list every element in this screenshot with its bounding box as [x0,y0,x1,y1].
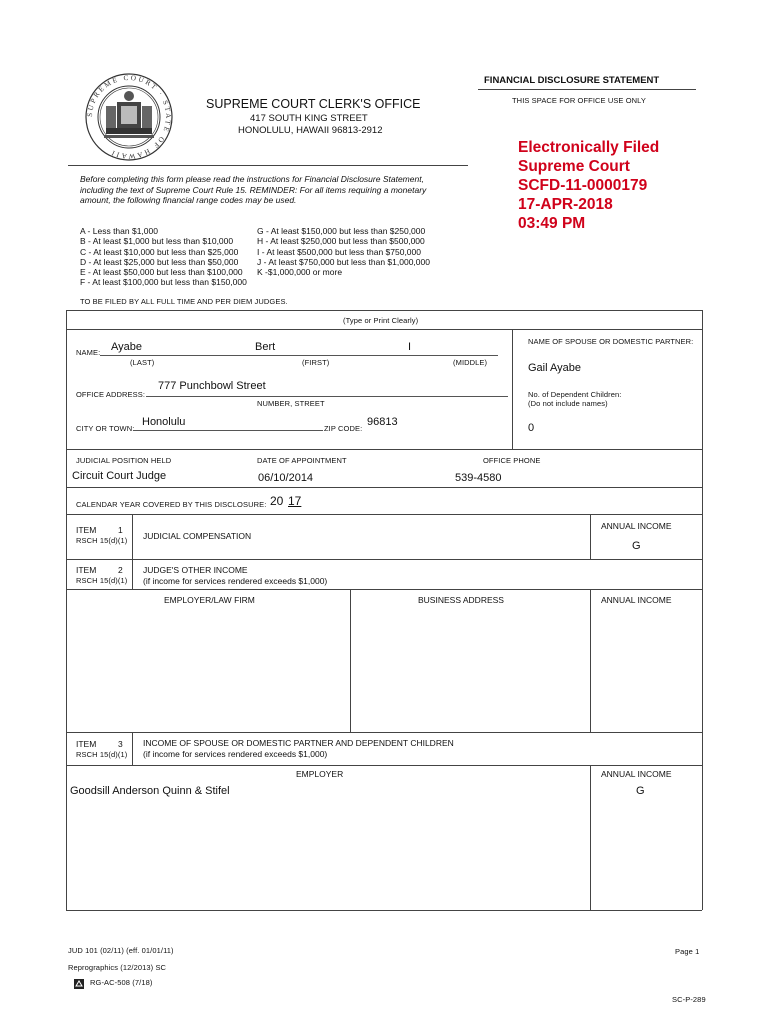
office-address-2: HONOLULU, HAWAII 96813-2912 [238,125,383,136]
frame-bottom [66,910,702,911]
dependents-label: No. of Dependent Children: (Do not include names) [528,390,622,408]
office-address-value[interactable]: 777 Punchbowl Street [158,380,266,392]
item3-title: INCOME OF SPOUSE OR DOMESTIC PARTNER AND DEPENDENT CHILDREN [143,738,454,748]
code-e: E - At least $50,000 but less than $100,000 [80,267,243,278]
rule-position [66,449,702,450]
codes-right [257,226,430,277]
rule-position-bottom [66,487,702,488]
item3-label: ITEM [76,739,97,749]
item1-rule: RSCH 15(d)(1) [76,536,128,545]
code-c: C - At least $10,000 but less than $25,000 [80,246,239,257]
stamp-line-4: 17-APR-2018 [518,196,613,213]
code-j: J - At least $750,000 but less than $1,000,000 [257,256,430,267]
filed-by-note: TO BE FILED BY ALL FULL TIME AND PER DIEM JUDGES. [80,297,288,306]
item1-title: JUDICIAL COMPENSATION [143,531,252,541]
office-use-label: THIS SPACE FOR OFFICE USE ONLY [512,96,646,105]
phone-label: OFFICE PHONE [483,456,541,465]
item2-rule: RSCH 15(d)(1) [76,576,128,585]
code-g: G - At least $150,000 but less than $250,000 [257,226,426,236]
item3-subtitle: (if income for services rendered exceeds $1,000) [143,749,328,759]
item2-subtitle: (if income for services rendered exceeds $1,000) [143,576,328,586]
position-label: JUDICIAL POSITION HELD [76,456,172,465]
appointment-value[interactable]: 06/10/2014 [258,472,314,484]
form-top-rule [66,310,702,311]
first-label: (FIRST) [302,358,330,367]
code-f: F - At least $100,000 but less than $150,000 [80,277,247,288]
middle-label: (MIDDLE) [453,358,488,367]
city-label: CITY OR TOWN: [76,424,135,433]
spouse-divider [512,329,513,449]
stamp-line-3: SCFD-11-0000179 [518,177,648,194]
middle-name-value[interactable]: I [408,341,412,353]
appointment-label: DATE OF APPOINTMENT [257,456,347,465]
rule-item2-bottom [66,732,702,733]
address-sublabel: NUMBER, STREET [257,399,325,408]
footer-rg-code: RG-AC-508 (7/18) [90,978,153,987]
footer-page: Page 1 [675,947,700,956]
item2-number: 2 [118,565,123,575]
efiled-stamp [518,138,659,233]
name-underline [100,355,498,356]
code-k: K -$1,000,000 or more [257,267,343,278]
item-col-divider-3 [132,732,133,765]
last-name-value[interactable]: Ayabe [111,341,142,353]
spouse-value[interactable]: Gail Ayabe [528,362,582,374]
name-label: NAME: [76,348,101,357]
office-address-1: 417 SOUTH KING STREET [250,113,368,124]
item3-col-income: ANNUAL INCOME [601,769,672,779]
city-value[interactable]: Honolulu [142,416,186,428]
item3-rule: RSCH 15(d)(1) [76,750,128,759]
position-value[interactable]: Circuit Court Judge [72,470,167,482]
code-h: H - At least $250,000 but less than $500,000 [257,236,425,247]
footer-form-number: JUD 101 (02/11) (eff. 01/01/11) [68,946,174,955]
code-a: A - Less than $1,000 [80,226,158,236]
title-rule [478,89,696,90]
stamp-line-2: Supreme Court [518,158,630,175]
type-print-note: (Type or Print Clearly) [343,316,419,325]
office-name: SUPREME COURT CLERK'S OFFICE [206,97,421,111]
court-seal [84,72,174,162]
code-i: I - At least $500,000 but less than $750,000 [257,246,421,257]
rule-item1 [66,559,702,560]
item3-col-employer: EMPLOYER [296,769,344,779]
spouse-label: NAME OF SPOUSE OR DOMESTIC PARTNER: [528,337,694,346]
item1-income-value[interactable]: G [632,540,641,552]
stamp-line-1: Electronically Filed [518,139,660,156]
rule-2 [66,329,702,330]
form-title: FINANCIAL DISCLOSURE STATEMENT [484,75,660,86]
frame-left [66,310,67,910]
code-b: B - At least $1,000 but less than $10,000 [80,236,234,247]
item-col-divider-1 [132,514,133,589]
first-name-value[interactable]: Bert [255,341,276,353]
instructions: Before completing this form please read the instructions for Financial Disclosure Statement, including the text of Supreme Court Rule 15. REMINDER: For all items requiring a monetary amount, the following financial range codes may be used. [80,174,427,205]
income-col-divider-1 [590,514,591,559]
codes-left [80,226,247,288]
item3-col-divider [590,765,591,910]
calendar-prefix: 20 [270,494,284,508]
address-underline [146,396,508,397]
footer-reprographics: Reprographics (12/2013) SC [68,963,167,972]
item2-title: JUDGE'S OTHER INCOME [143,565,248,575]
item1-label: ITEM [76,525,97,535]
office-address-label: OFFICE ADDRESS: [76,390,146,399]
zip-label: ZIP CODE: [324,424,363,433]
recycle-icon [74,976,84,986]
zip-value[interactable]: 96813 [367,416,398,428]
rule-item2 [66,589,702,590]
stamp-line-5: 03:49 PM [518,215,586,232]
last-label: (LAST) [130,358,155,367]
frame-right [702,310,703,910]
dependents-value[interactable]: 0 [528,422,535,434]
phone-value[interactable]: 539-4580 [455,472,502,484]
rule-calendar [66,514,702,515]
rule-item3 [66,765,702,766]
item3-employer-value[interactable]: Goodsill Anderson Quinn & Stifel [70,785,230,797]
code-d: D - At least $25,000 but less than $50,000 [80,256,239,267]
calendar-label: CALENDAR YEAR COVERED BY THIS DISCLOSURE: [76,500,267,509]
item2-col-employer: EMPLOYER/LAW FIRM [164,595,255,605]
calendar-year-value[interactable]: 17 [288,494,302,508]
item3-number: 3 [118,739,123,749]
item2-col-address: BUSINESS ADDRESS [418,595,504,605]
footer-sc-code: SC-P-289 [672,995,706,1004]
item2-col-income: ANNUAL INCOME [601,595,672,605]
item1-number: 1 [118,525,123,535]
city-underline [133,430,323,431]
item1-income-label: ANNUAL INCOME [601,521,672,531]
item3-income-value[interactable]: G [636,785,645,797]
item2-col-divider-1 [350,589,351,732]
instructions-rule [68,165,468,166]
item2-col-divider-2 [590,589,591,732]
svg-text:SUPREME COURT · STATE OF HAWAI: SUPREME COURT · STATE OF HAWAII [85,73,173,161]
item2-label: ITEM [76,565,97,575]
